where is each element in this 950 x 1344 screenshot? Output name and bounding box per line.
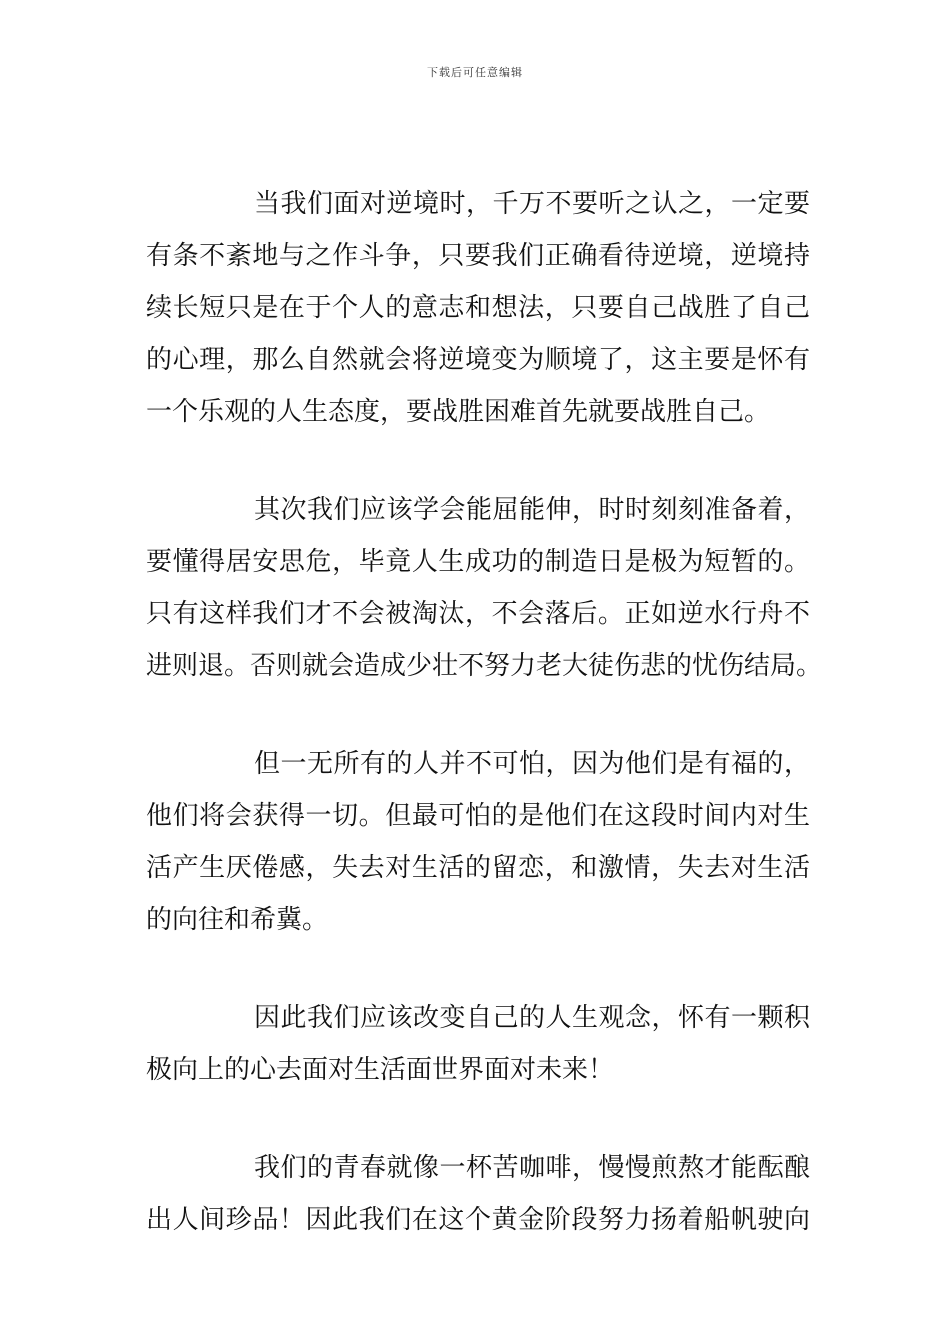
paragraph-line: 他们将会获得一切。但最可怕的是他们在这段时间内对生 <box>146 801 810 831</box>
paragraph-line: 我们的青春就像一杯苦咖啡，慢慢煎熬才能酝酿 <box>254 1153 810 1183</box>
paragraph <box>146 178 810 438</box>
document-body <box>146 178 823 1246</box>
paragraph-line: 但一无所有的人并不可怕，因为他们是有福的， <box>254 749 810 779</box>
paragraph-line: 的心理，那么自然就会将逆境变为顺境了，这主要是怀有 <box>146 345 810 375</box>
paragraph-line: 出人间珍品！因此我们在这个黄金阶段努力扬着船帆驶向 <box>146 1205 810 1235</box>
paragraph-line: 活产生厌倦感，失去对生活的留恋，和激情，失去对生活 <box>146 853 810 883</box>
page-header-note: 下载后可任意编辑 <box>427 66 523 79</box>
paragraph <box>146 738 810 946</box>
paragraph-line: 续长短只是在于个人的意志和想法，只要自己战胜了自己 <box>146 293 810 323</box>
paragraph <box>146 992 810 1096</box>
paragraph-line: 一个乐观的人生态度，要战胜困难首先就要战胜自己。 <box>146 397 771 427</box>
paragraph-line: 因此我们应该改变自己的人生观念，怀有一颗积 <box>254 1003 810 1033</box>
paragraph-line: 只有这样我们才不会被淘汰，不会落后。正如逆水行舟不 <box>146 599 810 629</box>
paragraph-line: 的向往和希冀。 <box>146 905 329 935</box>
paragraph <box>146 1142 810 1246</box>
paragraph-spacer <box>146 438 810 484</box>
paragraph-line: 进则退。否则就会造成少壮不努力老大徒伤悲的忧伤结局。 <box>146 651 823 681</box>
paragraph <box>146 484 823 692</box>
paragraph-line: 有条不紊地与之作斗争，只要我们正确看待逆境，逆境持 <box>146 241 810 271</box>
paragraph-line: 要懂得居安思危，毕竟人生成功的制造日是极为短暂的。 <box>146 547 810 577</box>
paragraph-spacer <box>146 692 810 738</box>
paragraph-line: 当我们面对逆境时，千万不要听之认之，一定要 <box>254 189 810 219</box>
paragraph-line: 其次我们应该学会能屈能伸，时时刻刻准备着， <box>254 495 810 525</box>
paragraph-line: 极向上的心去面对生活面世界面对未来！ <box>146 1055 615 1085</box>
paragraph-spacer <box>146 1096 810 1142</box>
paragraph-spacer <box>146 946 810 992</box>
